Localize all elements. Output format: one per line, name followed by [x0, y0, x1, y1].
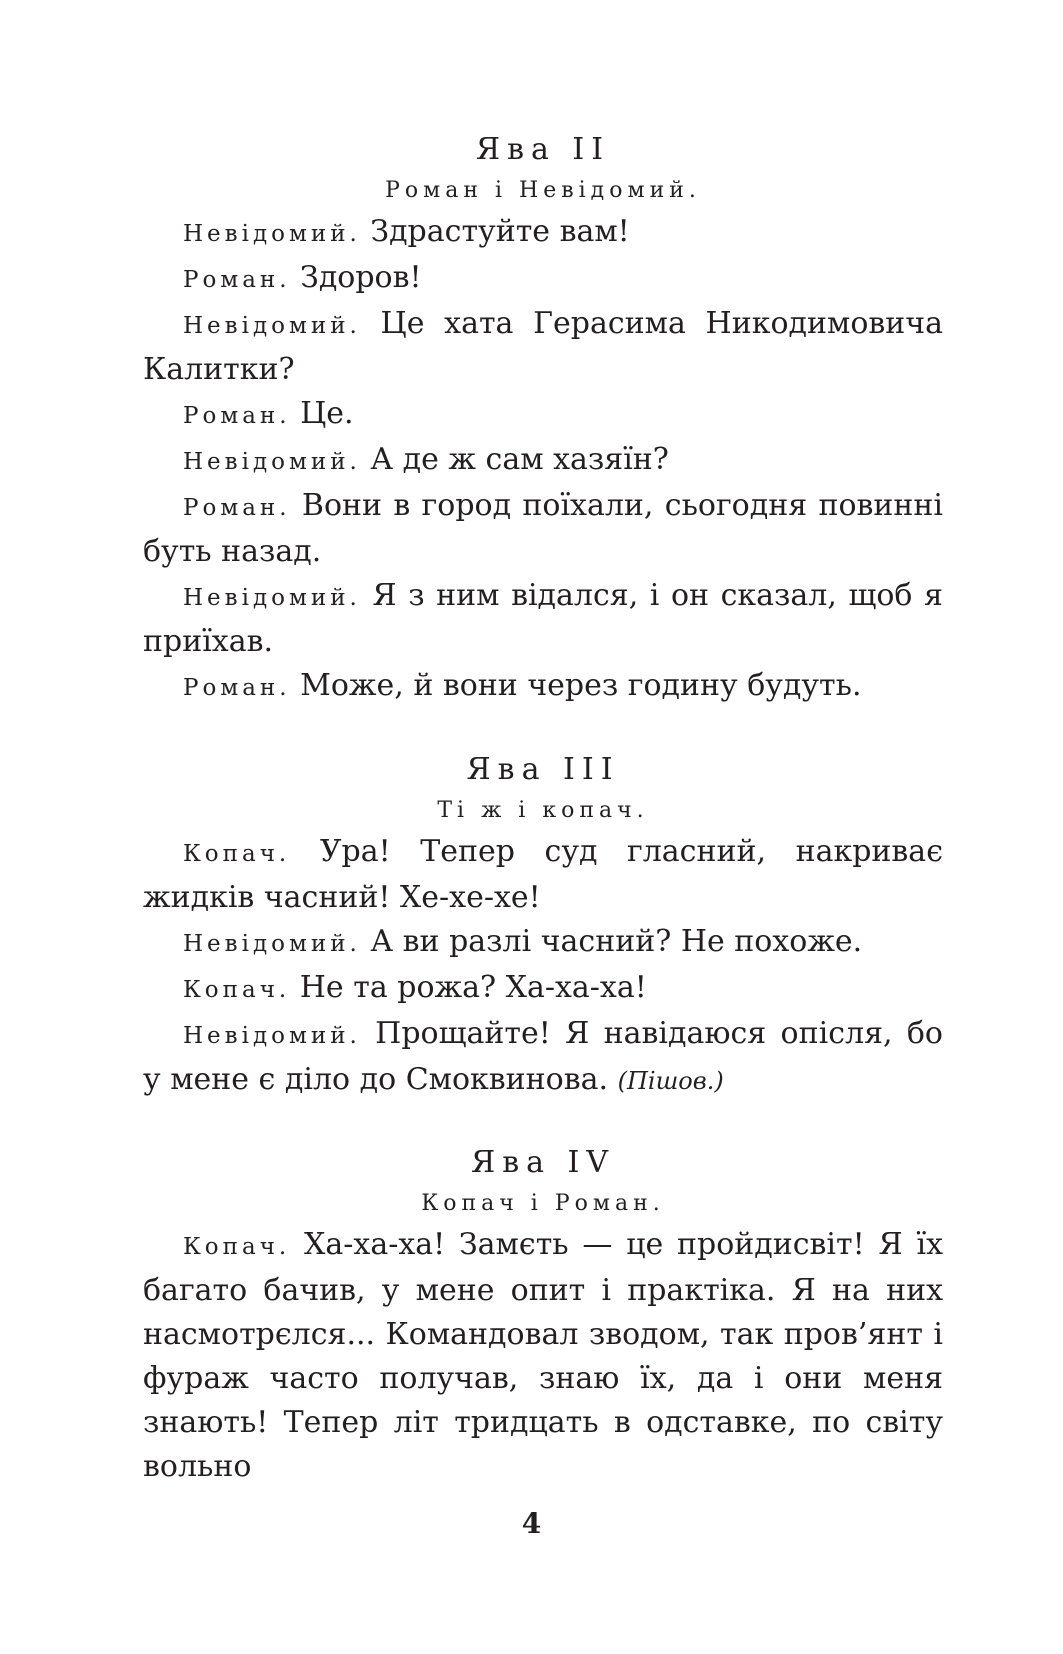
line-text: Це хата Герасима Никодимовича Калитки? [143, 306, 943, 387]
scene-cast: Роман і Невідомий. [385, 178, 701, 203]
scene-2 [143, 128, 943, 710]
line-text: Здрастуйте вам! [370, 214, 630, 249]
speaker-name: Невідомий. [183, 585, 361, 611]
line-text: Не та рожа? Ха-ха-ха! [299, 970, 647, 1005]
dialogue-line [143, 1223, 943, 1489]
dialogue-line [143, 664, 943, 710]
page-number: 4 [521, 1507, 542, 1540]
line-text: А ви разлі часний? Не похоже. [370, 924, 863, 959]
speaker-name: Роман. [183, 267, 291, 293]
line-text: Вони в город поїхали, сьогодня повинні буть назад. [143, 488, 943, 569]
speaker-name: Копач. [183, 1234, 291, 1260]
section-spacer [143, 710, 943, 748]
speaker-name: Копач. [183, 841, 291, 867]
scene-title: Ява III [466, 752, 620, 787]
line-text: А де ж сам хазяїн? [370, 442, 669, 477]
scene-title: Ява II [475, 132, 611, 167]
speaker-name: Невідомий. [183, 931, 361, 957]
speaker-name: Копач. [183, 977, 291, 1003]
speaker-name: Роман. [183, 403, 291, 429]
dialogue-line [143, 1012, 943, 1103]
speaker-name: Невідомий. [183, 449, 361, 475]
line-text: Ха-ха-ха! Замєть — це пройдисвіт! Я їх багато бачив, у мене опит і практіка. Я на них насмотрєлся... Командовал зводом, так пров’янт і фураж часто получав, знаю їх, да і они меня знають! Тепер літ тридцать в одставке, по світу вольно [143, 1227, 943, 1484]
dialogue-line [143, 210, 943, 256]
dialogue-line [143, 920, 943, 966]
scene-cast: Ті ж і копач. [437, 798, 649, 823]
speaker-name: Невідомий. [183, 313, 361, 339]
speaker-name: Роман. [183, 495, 291, 521]
speaker-name: Невідомий. [183, 1023, 361, 1049]
line-text: Здоров! [300, 260, 422, 295]
speaker-name: Невідомий. [183, 221, 361, 247]
dialogue-line [143, 484, 943, 574]
stage-direction: (Пішов.) [617, 1067, 724, 1095]
dialogue-line [143, 966, 943, 1012]
line-text: Може, й вони через годину будуть. [300, 668, 862, 703]
dialogue-line [143, 574, 943, 664]
dialogue-line [143, 256, 943, 302]
page-body [143, 128, 943, 1489]
section-spacer [143, 1103, 943, 1141]
dialogue-line [143, 830, 943, 920]
speaker-name: Роман. [183, 675, 291, 701]
scene-cast: Копач і Роман. [421, 1191, 665, 1216]
scene-3 [143, 748, 943, 1103]
dialogue-line [143, 302, 943, 392]
line-text: Ура! Тепер суд гласний, накриває жидків часний! Хе-хе-хе! [143, 834, 943, 915]
scene-title: Ява IV [470, 1145, 616, 1180]
line-text: Прощайте! Я навідаюся опісля, бо у мене є діло до Смоквинова. [143, 1016, 943, 1097]
dialogue-line [143, 438, 943, 484]
line-text: Це. [300, 396, 354, 431]
scene-4 [143, 1141, 943, 1489]
line-text: Я з ним відался, і он сказал, щоб я приїхав. [143, 578, 943, 659]
dialogue-line [143, 392, 943, 438]
